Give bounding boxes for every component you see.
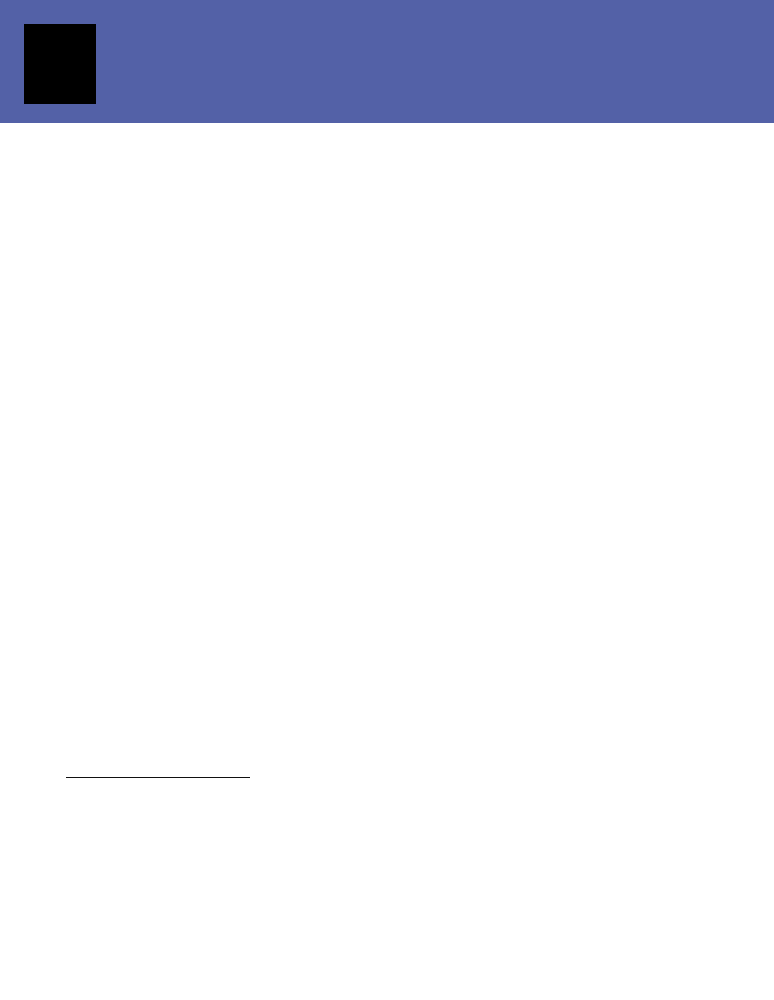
body-line xyxy=(410,631,712,655)
logo-window xyxy=(61,42,67,52)
logo-block xyxy=(32,92,42,100)
body-line xyxy=(62,655,364,679)
body-line xyxy=(62,631,364,655)
footnote-divider xyxy=(66,777,250,778)
logo-block xyxy=(32,80,42,90)
logo-door xyxy=(62,85,74,101)
body-line xyxy=(62,702,364,726)
body-line xyxy=(410,584,712,608)
body-line xyxy=(126,537,364,561)
body-line xyxy=(126,608,364,632)
body-line xyxy=(410,655,712,679)
logo-block xyxy=(44,68,54,78)
logo-window xyxy=(69,68,75,78)
body-line xyxy=(126,561,364,585)
logo-window xyxy=(69,42,75,52)
logo-window xyxy=(61,55,67,65)
body-line xyxy=(126,584,364,608)
header-banner xyxy=(0,0,774,123)
body-line xyxy=(410,561,712,585)
cacianalyst-logo-icon xyxy=(24,24,96,104)
body-line xyxy=(410,725,712,749)
logo-block xyxy=(44,80,54,90)
logo-block xyxy=(32,68,42,78)
body-line xyxy=(410,678,712,702)
logo-block xyxy=(44,56,54,66)
logo-window xyxy=(69,55,75,65)
logo-pillar xyxy=(82,44,90,100)
body-column-right xyxy=(410,537,712,749)
body-column-left xyxy=(62,537,364,725)
logo-window xyxy=(61,68,67,78)
body-line xyxy=(410,537,712,561)
body-line xyxy=(410,702,712,726)
logo-block xyxy=(44,92,54,100)
body-line xyxy=(410,608,712,632)
body-line xyxy=(62,678,364,702)
